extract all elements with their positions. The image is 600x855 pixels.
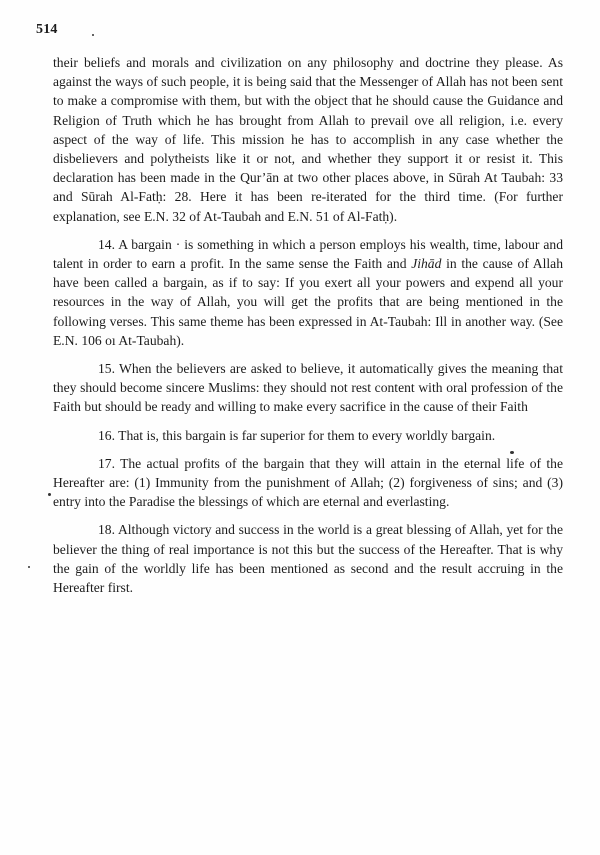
note-14-text-part-1: 14. A bargain · is something in which a person employs his wealth, time, labour and talent in order to earn a profit. In the same sense the Faith and — [53, 236, 563, 272]
note-15 — [53, 359, 563, 417]
note-17 — [53, 454, 563, 512]
note-16 — [53, 426, 563, 445]
body-text — [53, 53, 563, 597]
note-17-text: 17. The actual profits of the bargain that they will attain in the eternal life of the Hereafter are: (1) Immunity from the punishment of Allah; (2) forgiveness of sins; and (3) entry into the Paradise the blessings of which are eternal and everlasting. — [53, 455, 563, 510]
note-18 — [53, 520, 563, 597]
page-number: 514 — [36, 22, 58, 37]
note-14 — [53, 235, 563, 350]
paragraph-text: their beliefs and morals and civilization on any philosophy and doctrine they please. As against the ways of such people, it is being said that the Messenger of Allah has not been sent to make a compromise with them, but with the object that he should cause the Guidance and Religion of Truth which he has brought from Allah to prevail ove all religion, i.e. every aspect of the way of life. This mission he has to accomplish in any case whether the disbelievers and polytheists like it or not, and whether they support it or resist it. This declaration has been made in the Qur’ān at two other places above, in Sūrah At Taubah: 33 and Sūrah Al-Fatḥ: 28. Here it has been re-iterated for the third time. (For further explanation, see E.N. 32 of At-Taubah and E.N. 51 of Al-Fatḥ). — [53, 55, 563, 224]
note-18-text: 18. Although victory and success in the world is a great blessing of Allah, yet for the believer the thing of real importance is not this but the success of the Hereafter. That is why the gain of the worldly life has been mentioned as second and the result accruing in the Hereafter first. — [53, 522, 563, 596]
print-speck — [92, 34, 94, 36]
note-14-text-part-2: in the cause of Allah have been called a bargain, as if to say: If you exert all your powers and expend all your resources in the way of Allah, you will get the profits that are being mentioned in the following verses. This same theme has been expressed in At-Taubah: Ill in another way. (See E.N. 106 oı At-Taubah). — [53, 256, 564, 348]
note-15-text: 15. When the believers are asked to believe, it automatically gives the meaning that they should become sincere Muslims: they should not rest content with oral profession of the Faith but should be ready and willing to make every sacrifice in the cause of their Faith — [53, 361, 563, 415]
note-16-text: 16. That is, this bargain is far superior for them to every worldly bargain. — [98, 427, 496, 443]
print-speck — [48, 493, 51, 496]
print-speck — [28, 566, 30, 568]
paragraph-continuation — [53, 53, 563, 226]
note-14-italic-term: Jihād — [411, 256, 442, 272]
print-speck — [510, 451, 514, 454]
